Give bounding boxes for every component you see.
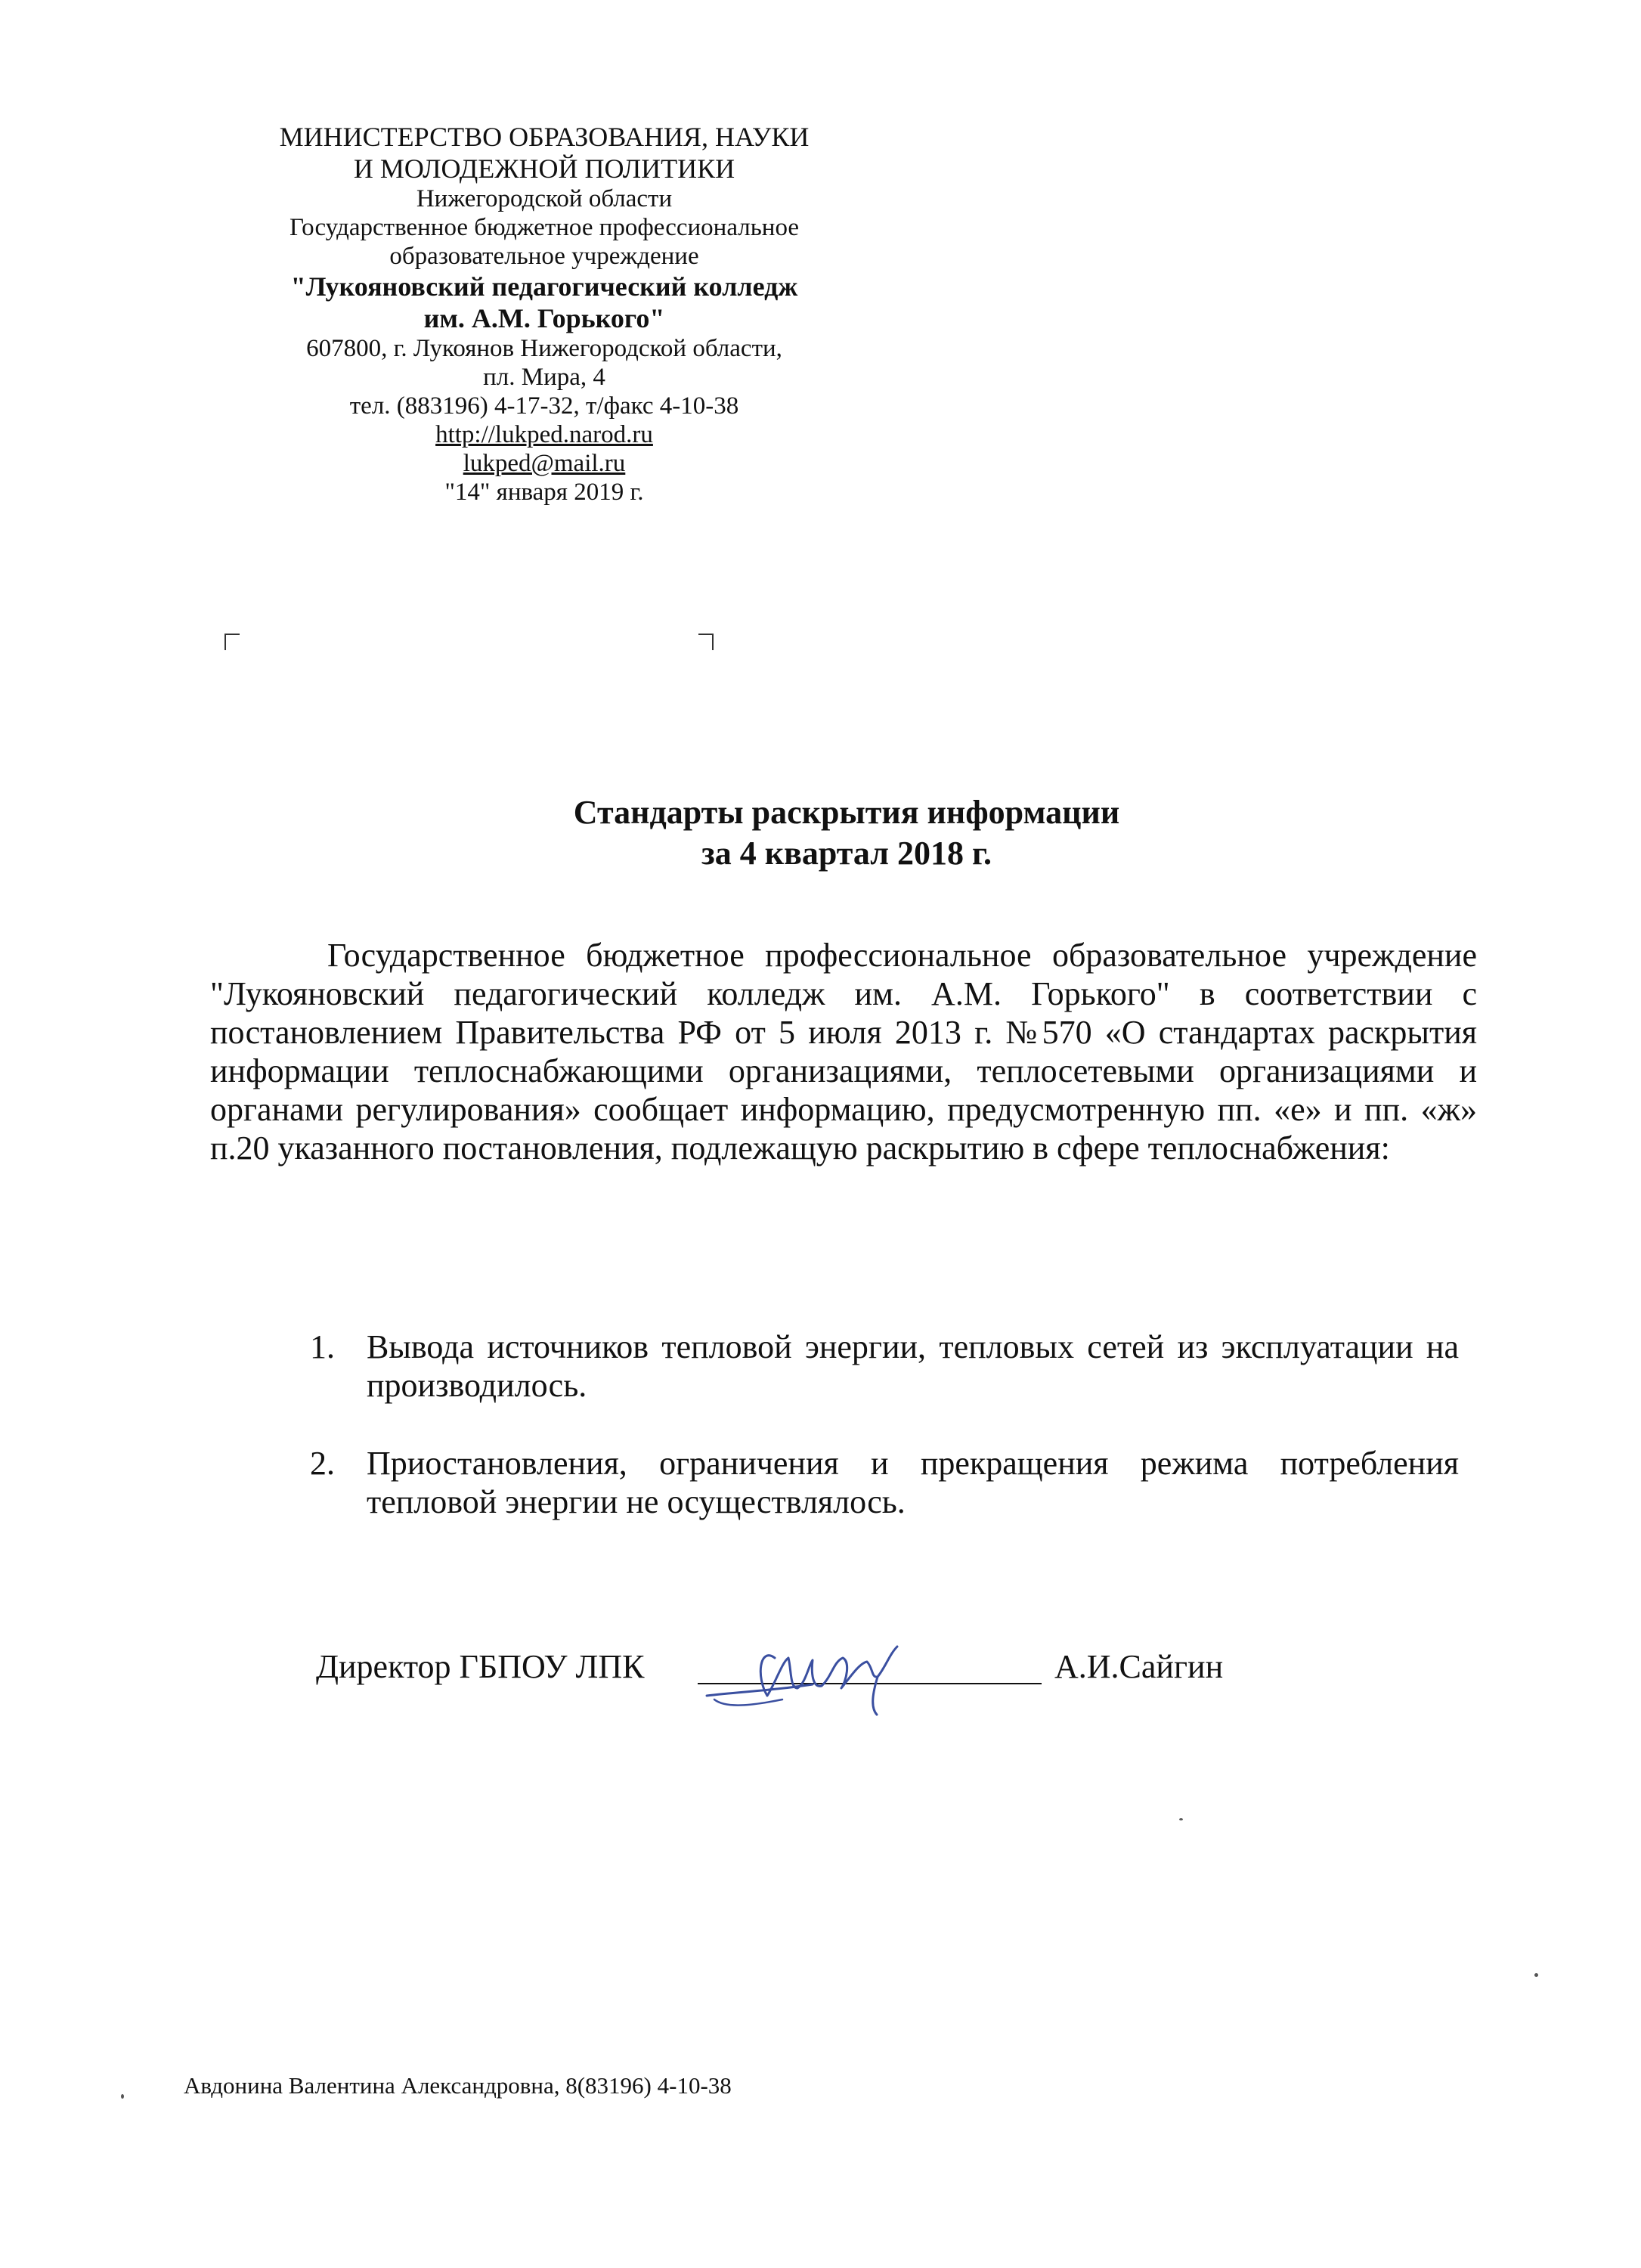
institution-name-line-1: "Лукояновский педагогический колледж: [290, 271, 798, 302]
phone-line: тел. (883196) 4-17-32, т/факс 4-10-38: [349, 392, 739, 420]
ministry-line-1: МИНИСТЕРСТВО ОБРАЗОВАНИЯ, НАУКИ: [279, 122, 810, 152]
handwritten-signature: [692, 1624, 934, 1722]
ministry-line-2: И МОЛОДЕЖНОЙ ПОЛИТИКИ: [353, 153, 735, 184]
letterhead: [212, 121, 877, 507]
list-item-number: 1.: [310, 1328, 335, 1365]
scan-speck: [1179, 1818, 1183, 1820]
list-item-text: Приостановления, ограничения и прекращения режима потребления тепловой энергии не осуществлялось.: [367, 1445, 1459, 1520]
letter-date: "14" января 2019 г.: [444, 479, 644, 506]
signatory-name: А.И.Сайгин: [1054, 1648, 1224, 1685]
institution-line-2: образовательное учреждение: [389, 243, 699, 270]
institution-line-1: Государственное бюджетное профессиональное: [289, 214, 800, 241]
scan-speck: [1534, 1973, 1538, 1977]
list-item-number: 2.: [310, 1445, 335, 1482]
footer-contact: Авдонина Валентина Александровна, 8(83196) 4-10-38: [184, 2072, 732, 2099]
disclosure-list: [310, 1328, 1459, 1560]
letterhead-corner-mark-right: [698, 634, 714, 650]
institution-name-line-2: им. А.М. Горького": [423, 303, 665, 333]
region-line: Нижегородской области: [416, 185, 673, 212]
address-line-1: 607800, г. Лукоянов Нижегородской области,: [306, 335, 782, 362]
list-item-text: Вывода источников тепловой энергии, тепловых сетей из эксплуатации на производилось.: [367, 1328, 1459, 1404]
list-item: [310, 1328, 1459, 1405]
title-line-1: Стандарты раскрытия информации: [573, 794, 1120, 831]
email-link[interactable]: lukped@mail.ru: [463, 450, 626, 477]
address-line-2: пл. Мира, 4: [483, 364, 605, 391]
website-link[interactable]: http://lukped.narod.ru: [435, 421, 653, 448]
intro-paragraph: Государственное бюджетное профессиональное образовательное учреждение "Лукояновский педагогический колледж им. А.М. Горького" в соответствии с постановлением Правительства РФ от 5 июля 2013 г. №570 «О стандартах раскрытия информации теплоснабжающими организациями, теплосетевыми организациями и органами регулирования» сообщает информацию, предусмотренную пп. «е» и пп. «ж» п.20 указанного постановления, подлежащую раскрытию в сфере теплоснабжения:: [210, 937, 1477, 1167]
letterhead-corner-mark-left: [224, 634, 240, 650]
title-line-2: за 4 квартал 2018 г.: [701, 835, 992, 872]
document-title: [423, 792, 1270, 874]
signatory-role: Директор ГБПОУ ЛПК: [316, 1648, 645, 1685]
scan-speck: [121, 2094, 124, 2099]
list-item: [310, 1444, 1459, 1521]
